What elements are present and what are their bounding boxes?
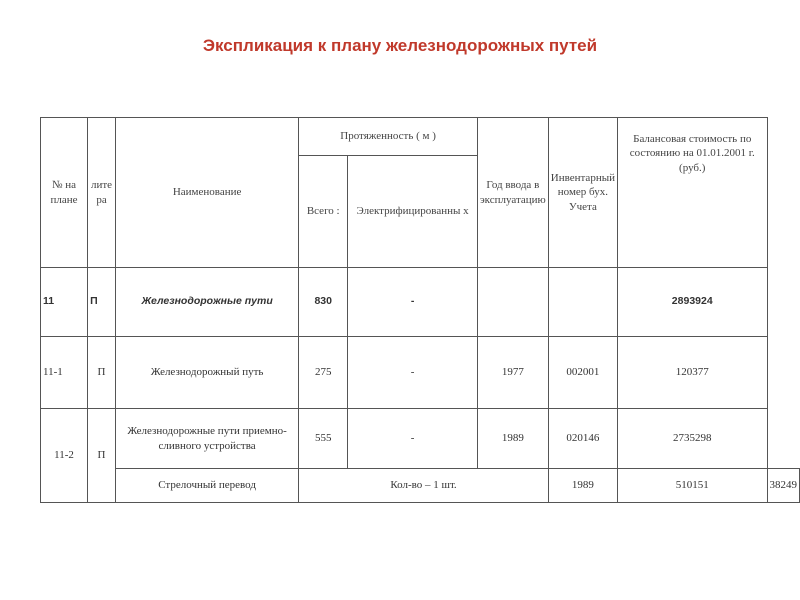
cell-inventory: [548, 268, 617, 337]
header-litera: лите ра: [88, 118, 116, 268]
header-total: Всего :: [299, 156, 348, 268]
cell-no: 11-1: [41, 337, 88, 409]
cell-electrified: -: [348, 409, 478, 469]
header-no-on-plan: № на плане: [41, 118, 88, 268]
cell-no: 11-2: [41, 409, 88, 503]
cell-electrified: -: [348, 337, 478, 409]
cell-no: 11: [41, 268, 88, 337]
header-year: Год ввода в эксплуатацию: [477, 118, 548, 268]
cell-name: Стрелочный перевод: [115, 469, 298, 503]
page-title: Экспликация к плану железнодорожных путей: [202, 36, 598, 55]
explication-table: [40, 117, 800, 503]
cell-year: 1977: [477, 337, 548, 409]
cell-electrified: -: [348, 268, 478, 337]
cell-cost: 38249: [767, 469, 800, 503]
cell-cost: 120377: [617, 337, 767, 409]
table-row: [41, 409, 800, 469]
cell-inventory: 020146: [548, 409, 617, 469]
cell-total: 830: [299, 268, 348, 337]
cell-name: Железнодорожные пути приемно-сливного устройства: [115, 409, 298, 469]
cell-litera: П: [88, 268, 116, 337]
cell-quantity: Кол-во – 1 шт.: [299, 469, 549, 503]
header-row: [41, 118, 800, 156]
header-name: Наименование: [115, 118, 298, 268]
header-balance: Балансовая стоимость по состоянию на 01.01.2001 г. (руб.): [617, 118, 767, 268]
cell-inventory: 510151: [617, 469, 767, 503]
cell-litera: П: [88, 337, 116, 409]
cell-year: [477, 268, 548, 337]
cell-cost: 2735298: [617, 409, 767, 469]
cell-year: 1989: [477, 409, 548, 469]
cell-name: Железнодорожные пути: [115, 268, 298, 337]
cell-name: Железнодорожный путь: [115, 337, 298, 409]
table-row: [41, 469, 800, 503]
header-electrified: Электрифицированны х: [348, 156, 478, 268]
cell-inventory: 002001: [548, 337, 617, 409]
table-row: [41, 337, 800, 409]
table-row: [41, 268, 800, 337]
cell-cost: 2893924: [617, 268, 767, 337]
header-length: Протяженность ( м ): [299, 118, 478, 156]
cell-year: 1989: [548, 469, 617, 503]
cell-total: 275: [299, 337, 348, 409]
cell-litera: П: [88, 409, 116, 503]
cell-total: 555: [299, 409, 348, 469]
header-inventory: Инвентарный номер бух. Учета: [548, 118, 617, 268]
